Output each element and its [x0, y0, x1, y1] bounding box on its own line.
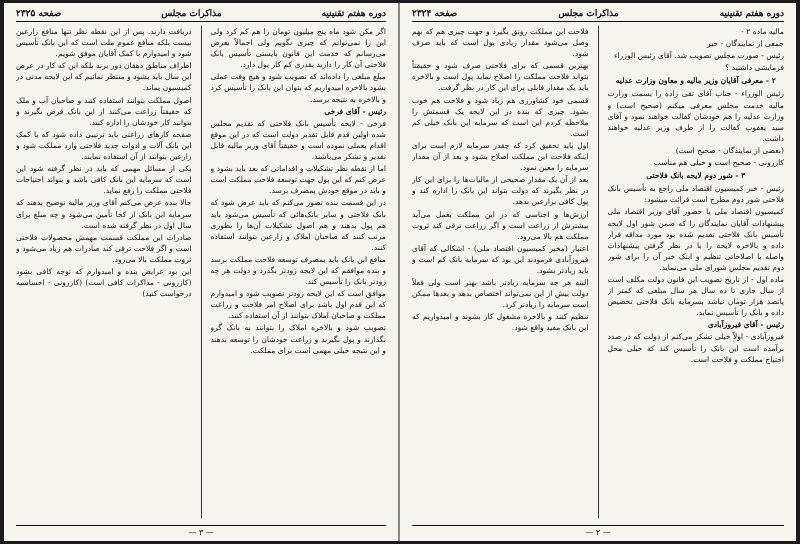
page-number: صفحه ۲۳۲۴ [412, 9, 458, 19]
paragraph: رئیس - خبر کمیسیون اقتصاد ملی راجع به تأسیس بانک فلاحتی شور دوم مطرح است قرائت میشود: [607, 184, 784, 205]
paragraph: تنظیم کنند و بالاخره مشغول کار بشوند و امیدواریم که این بانک مفید واقع شود. [412, 312, 589, 333]
footer-page-mark: — ۳ — [188, 528, 214, 537]
page-footer [412, 525, 784, 537]
section-heading: ۳ - شور دوم لایحه بانک فلاحتی [646, 171, 746, 181]
paragraph: فرخی - لایحه تأسیس بانک فلاحتی که تقدیم مجلس شده اولین قدم قابل تقدیر دولت است که در این موقع اقدام بعملی نموده است و حقیقتاً آقای وزیر مالیه قابل تقدیر و تشکر می‌باشند. [210, 118, 386, 162]
paragraph: جمعی از نمایندگان - خیر [707, 39, 784, 49]
paragraph: فلاحت این مملکت رونق بگیرد و جهت چیزی هم که بهم وصل می‌شود مقدار زیادی پول است که باید صرف شود. [412, 27, 589, 59]
paragraph: قسمی خود کشاورزی هم زیاد شود و فلاحت هم خوب بشود. چیزی که بنده در این لایحه یک قسمتش را ملاحظه کردم این است که سرمایه این بانک خیلی کم است. [412, 95, 589, 138]
column-divider [598, 26, 599, 518]
paragraph: رئیس - صورت مجلس تصویب شد. آقای رئیس الوزراء [613, 51, 784, 61]
speaker-line: رئیس - آقای فیروزآبادی [707, 320, 784, 330]
section-heading: ۲ - معرفی آقایان وزیر مالیه و معاون وزارت عدلیه [615, 76, 776, 86]
column-left [16, 26, 192, 518]
paragraph: اگر مکن شود ماه پنج میلیون تومان را هم کم کرد ولی این را نمی‌توانم که چیزی نگویم ولی اجمالاً بعرض می‌رسانم که خدمت این قانون بایستی تأسیس بانک فلاحتی آن کار را دارید بقدری کم کار پول دارد. [210, 27, 386, 70]
running-title: مذاکرات مجلس [558, 9, 619, 19]
column-right [608, 26, 785, 518]
paragraph: یکی از مسائل مهمی که باید در نظر گرفته شود این است که سرمایه این بانک کافی باشد و بتواند احتیاجات فلاحتی مملکت را رفع نماید. [16, 164, 192, 196]
paragraph: ارزش‌ها و اجناسی که در این مملکت بعمل می‌آید بیشترش از زراعت است و اگر زراعت ترقی کند ثروت مملکت هم بالا می‌رود. [412, 209, 589, 241]
page-2325 [4, 3, 400, 541]
paragraph: در این قسمت بنده تصور می‌کنم که باید عرض شود که بانک فلاحتی و سایر بانک‌هائی که تأسیس می‌شود باید هم پول بدهند و هم اصول تشکیلات آن‌ها را بطوری مرتب کنند که صاحبان املاک و زارعین بتوانند استفاده کنند. [210, 198, 386, 252]
page-footer [16, 525, 386, 537]
paragraph: کازرونی - صحیح است و خیلی هم مناسب [653, 158, 784, 168]
book-spread [4, 3, 796, 541]
paragraph: اعتبار (مخبر کمیسیون اقتصاد ملی) - اشکالی که آقای فیروزآبادی فرمودند این بود که سرمایه بانک کم است و باید زیادتر بشود. [412, 243, 589, 275]
paragraph: مبلغ مبلغی را داده‌اند که تصویب شود و هیچ وقت عملی بشود بالاخره امیدواریم که بتوان این بانک را تأسیس کرد و بالاخره به نتیجه برسد. [210, 72, 386, 104]
paragraph: البته هر چه سرمایه زیادتر باشد بهتر است ولی فعلاً دولت بیش از این نمی‌تواند اختصاص بدهد و بعدها ممکن است سرمایه را زیادتر کرد. [412, 278, 589, 310]
paragraph: کمیسیون اقتصاد ملی با حضور آقای وزیر اقتصاد ملی پیشنهادات آقایان نمایندگان را که ضمن شور اول لایحه تأسیس بانک فلاحتی تقدیم شده بود مورد مداقه قرار داده و بالاخره لایحه را با در نظر گرفتن پیشنهادات واصله با اصلاحاتی تنظیم و اینک خبر آن را برای شور دوم تقدیم مجلس شورای ملی می‌نماید. [607, 207, 784, 272]
footer-rule [412, 525, 784, 526]
paragraph: فیروزآبادی - اولاً خیلی تشکر می‌کنم از دولت که در صدد برآمده است این بانک را تأسیس کند که خیلی محل احتیاج مملکت و فلاحت است. [607, 332, 784, 364]
paragraph: بهترین قسمی که برای فلاحتی صرف شود و حقیقتاً بتواند فلاحت مملکت را اصلاح نماید پول است و بالاخره باید یک مقدار قابلی برای این کار در نظر گرفت. [412, 61, 589, 93]
page-header [16, 9, 386, 22]
column-divider [201, 26, 202, 518]
text-columns [412, 26, 784, 518]
paragraph: این بود عرایض بنده و امیدوارم که توجه کافی بشود (کازرونی - مذاکرات کافی است) (کازرونی - احساسیه درخواست کنید) [16, 266, 192, 299]
footer-page-mark: — ۲ — [585, 528, 611, 537]
page-number: صفحه ۲۳۲۵ [16, 9, 62, 19]
paragraph: بعد از آن یک مقدار صحیحی از مالیات‌ها را برای این کار در نظر بگیرند که دولت بتواند این بانک را اداره کند و پول کافی بزارعین بدهد. [412, 175, 589, 207]
paragraph: رئیس الوزراء - جناب آقای تقی زاده را بسمت وزارت مالیه خدمت مجلس معرفی میکنم (صحیح است) و وزارت عدلیه را هم خودشان کفالت خواهند نمود و آقای سید یعقوب کفالت را از طرف وزیر عدلیه خواهند داشت. [607, 89, 784, 143]
paragraph: اطراف مناطق دهقان دور برند بلکه این که کار در عرض این سال باید بشود و منتظر نمانیم که این لایحه مدتی در کمیسیون بماند. [16, 61, 192, 93]
column-left [412, 26, 589, 518]
session-label: دوره هفتم تقنینیه [321, 9, 386, 19]
paragraph: ماده اول - از تاریخ تصویب این قانون دولت مکلف است از سال جاری تا ده سال هر سال مبلغی که کمتر از پانصد هزار تومان نباشد بسرمایه بانک فلاحتی تخصیص داده و بانک را تأسیس نماید. [607, 274, 784, 318]
paragraph: اما از نقطه نظر تشکیلات و اقداماتی که بعد باید بشود و عرض کنم که این پول جهت توسعه فلاحت مملکت است و باید در موقع خودش بمصرف برسد. [210, 164, 386, 196]
paragraph: موافق است که این لایحه زودتر تصویب شود و امیدوارم که این قدم اول باشد برای اصلاح امر فلاحت و زراعت مملکت و صاحبان املاک بتوانند از آن استفاده کنند. [210, 289, 386, 321]
text-columns [16, 26, 386, 518]
paragraph: حالا بنده عرض می‌کنم آقای وزیر مالیه توضیح بدهند که سرمایه این بانک از کجا تأمین می‌شود و چه مبلغ برای سال اول در نظر گرفته شده است. [16, 198, 192, 230]
speaker-line: رئیس - آقای فرخی [324, 106, 386, 116]
page-header [412, 9, 784, 22]
page-2324 [400, 3, 796, 541]
paragraph: (بعضی از نمایندگان - صحیح است) [675, 145, 784, 155]
session-label: دوره هفتم تقنینیه [719, 9, 784, 19]
paragraph: صفحه کارهای زراعتی باید ترتیبی داده شود که با کمک این بانک آلات و ادوات جدید فلاحتی وارد مملکت شود و زارعین بتوانند از آن استفاده نمایند. [16, 129, 192, 162]
paragraph: مالیه ماده ۲ - [741, 27, 784, 36]
paragraph: تصویب شود و بالاخره املاک را بتوانند به بانک گرو بگذارند و پول بگیرند و زراعت خودشان را توسعه بدهند و این نتیجه خیلی مهمی است برای مملکت. [210, 323, 386, 355]
paragraph: اصول مملکت بتوانند استفاده کنند و صاحبان آب و ملک که حقیقتاً زراعت می‌کنند از این بانک قرض بگیرند و بتوانند کار خودشان را اداره کنند. [16, 95, 192, 127]
footer-rule [16, 525, 386, 526]
column-right [211, 26, 387, 518]
paragraph: دریافت دارند. پس از این نقطه نظر تنها منافع زارعین نیست بلکه منافع عموم ملت است که این بانک تأسیس شود و امیدوارم با کمک آقایان موفق شویم. [16, 27, 192, 59]
paragraph: فرمایشی داشتید ؟ [725, 63, 784, 73]
paragraph: اول باید تحقیق کرد که چقدر سرمایه لازم است برای اینکه فلاحت این مملکت اصلاح بشود و بعد از آن مقدار سرمایه را معین نمود. [412, 140, 589, 173]
paragraph: صادرات این مملکت قسمت مهمش محصولات فلاحتی است و اگر فلاحت ترقی کند صادرات هم زیاد می‌شود و ثروت مملکت بالا می‌رود. [16, 232, 192, 264]
paragraph: منافع این بانک باید بمصرف توسعه فلاحت مملکت برسد و بنده موافقم که این لایحه زودتر بگذرد و دولت هر چه زودتر بانک را تأسیس کند. [210, 254, 386, 287]
running-title: مذاکرات مجلس [161, 9, 222, 19]
